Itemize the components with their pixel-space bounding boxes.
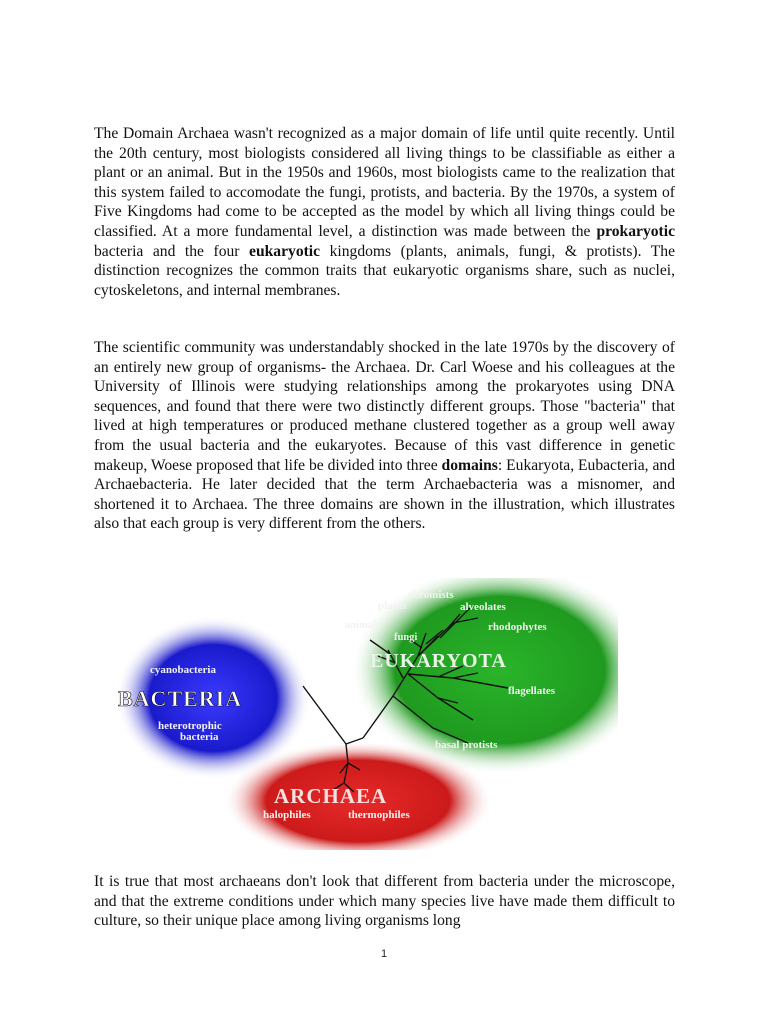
- paragraph-intro: [94, 124, 675, 300]
- label-alveolates: alveolates: [460, 601, 506, 613]
- label-halophiles: halophiles: [263, 809, 311, 821]
- label-bacteria: bacteria: [180, 731, 219, 743]
- bold-term-eukaryotic: eukaryotic: [249, 242, 321, 260]
- label-flagellates: flagellates: [508, 685, 556, 697]
- text-run: The Domain Archaea wasn't recognized as a major domain of life until quite recently. Until the 20th century, most biologists considered all living things to be classifiable as either a plant or an animal. But in the 1950s and 1960s, most biologists came to the realization that this system failed to accomodate the fungi, protists, and bacteria. By the 1970s, a system of Five Kingdoms had come to be accepted as the model by which all living things could be classified. At a more fundamental level, a distinction was made between the: [94, 125, 675, 240]
- label-heterotrophic: heterotrophic: [158, 720, 222, 732]
- label-cyanobacteria: cyanobacteria: [150, 664, 216, 676]
- bacteria-title: BACTERIA: [118, 686, 243, 711]
- label-fungi: fungi: [394, 632, 418, 643]
- paragraph-discovery: [94, 338, 675, 534]
- text-run: : Eukaryota, Eubacteria, and Archaebacteria. He later decided that the term Archaebacteria was a misnomer, and shortened it to Archaea. The three domains are shown in the illustration, which illustrates also that each group is very different from the others.: [94, 456, 675, 533]
- label-basal-protists: basal protists: [435, 739, 498, 751]
- archaea-title: ARCHAEA: [274, 784, 388, 808]
- label-rhodophytes: rhodophytes: [488, 621, 547, 633]
- eukaryota-title: EUKARYOTA: [370, 650, 507, 672]
- text-run: kingdoms (plants, animals, fungi, & protists). The distinction recognizes the common traits that eukaryotic organisms share, such as nuclei, cytoskeletons, and internal membranes.: [94, 242, 675, 299]
- label-plants: plants: [378, 600, 407, 612]
- label-animals: animals: [345, 620, 381, 631]
- page-number: 1: [380, 948, 388, 960]
- bold-term-prokaryotic: prokaryotic: [596, 222, 675, 240]
- text-run: bacteria and the four: [94, 242, 250, 260]
- label-thermophiles: thermophiles: [348, 809, 410, 821]
- text-run: The scientific community was understandably shocked in the late 1970s by the discovery of an entirely new group of organisms- the Archaea. Dr. Carl Woese and his colleagues at the University of Illinois were studying relationships among the prokaryotes using DNA sequences, and found that there were two distinctly different groups. Those "bacteria" that lived at high temperatures or produced methane clustered together as a group well away from the usual bacteria and the eukaryotes. Because of this vast difference in genetic makeup, Woese proposed that life be divided into three: [94, 339, 675, 474]
- label-chromists: chromists: [408, 589, 454, 601]
- paragraph-conclusion: It is true that most archaeans don't look that different from bacteria under the microscope, and that the extreme conditions under which many species live have made them difficult to culture, so their unique place among living organisms long: [94, 873, 675, 930]
- bold-term-domains: domains: [441, 456, 498, 474]
- three-domains-figure: [108, 578, 618, 850]
